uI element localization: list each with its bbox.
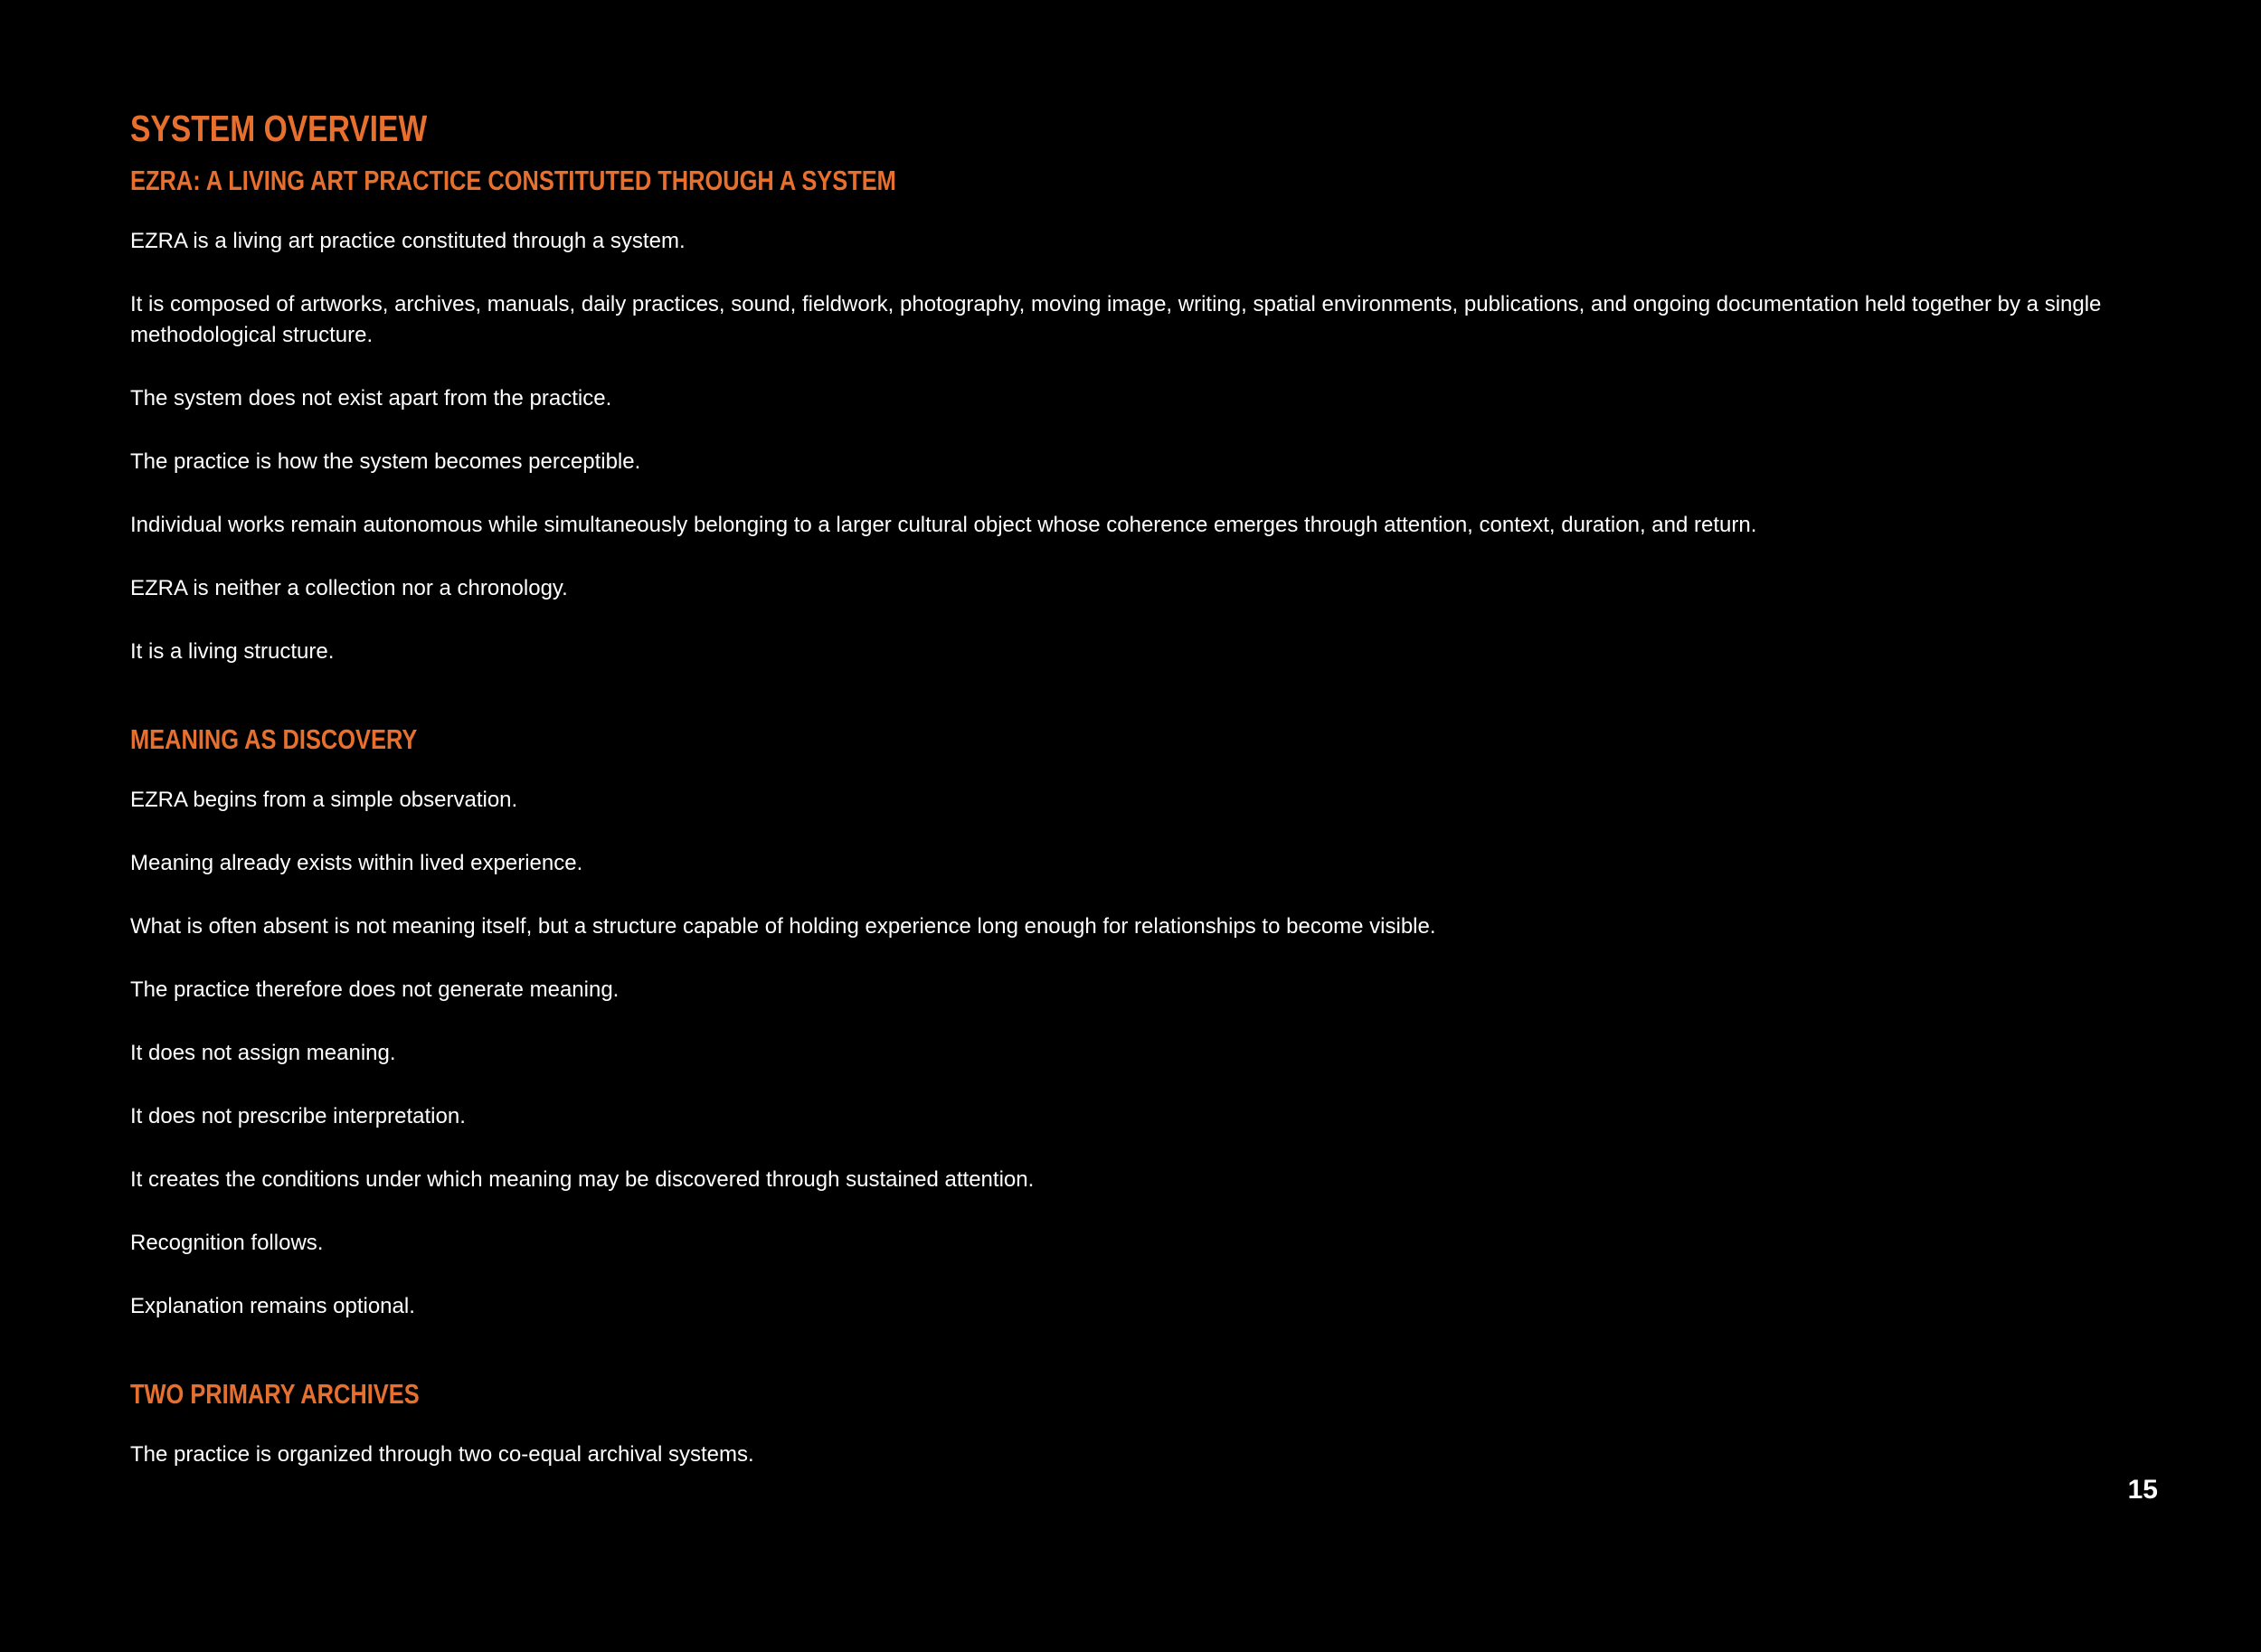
page-number: 15: [2127, 1475, 2158, 1505]
paragraph: EZRA is a living art practice constituted through a system.: [130, 229, 686, 253]
page-content: [130, 101, 2156, 1503]
paragraph: It creates the conditions under which meaning may be discovered through sustained attention.: [130, 1167, 1035, 1192]
section-heading: TWO PRIMARY ARCHIVES: [130, 1378, 420, 1410]
section-living-art-practice: [130, 163, 2156, 667]
paragraph: It is composed of artworks, archives, manuals, daily practices, sound, fieldwork, photography, moving image, writing, spatial environments, publications, and ongoing documentation held together by a single methodological structure.: [130, 292, 2102, 347]
section-two-primary-archives: [130, 1376, 2156, 1470]
paragraph: What is often absent is not meaning itself, but a structure capable of holding experience long enough for relationships to become visible.: [130, 914, 1436, 939]
paragraph: Recognition follows.: [130, 1231, 324, 1255]
section-heading: EZRA: A LIVING ART PRACTICE CONSTITUTED THROUGH A SYSTEM: [130, 165, 896, 196]
paragraph: The system does not exist apart from the practice.: [130, 386, 612, 411]
paragraph: The practice is how the system becomes perceptible.: [130, 449, 641, 474]
paragraph: Meaning already exists within lived experience.: [130, 851, 583, 875]
paragraph: The practice therefore does not generate meaning.: [130, 977, 620, 1002]
paragraph: Individual works remain autonomous while simultaneously belonging to a larger cultural object whose coherence emerges through attention, context, duration, and return.: [130, 513, 1757, 537]
section-heading: MEANING AS DISCOVERY: [130, 723, 418, 755]
paragraph: It is a living structure.: [130, 639, 335, 664]
paragraph: EZRA is neither a collection nor a chronology.: [130, 576, 568, 600]
paragraph: The practice is organized through two co-equal archival systems.: [130, 1442, 754, 1467]
page-title: SYSTEM OVERVIEW: [130, 108, 428, 149]
paragraph: Explanation remains optional.: [130, 1294, 415, 1318]
paragraph: It does not assign meaning.: [130, 1041, 396, 1065]
paragraph: EZRA begins from a simple observation.: [130, 788, 518, 812]
section-meaning-as-discovery: [130, 722, 2156, 1322]
paragraph: It does not prescribe interpretation.: [130, 1104, 466, 1128]
